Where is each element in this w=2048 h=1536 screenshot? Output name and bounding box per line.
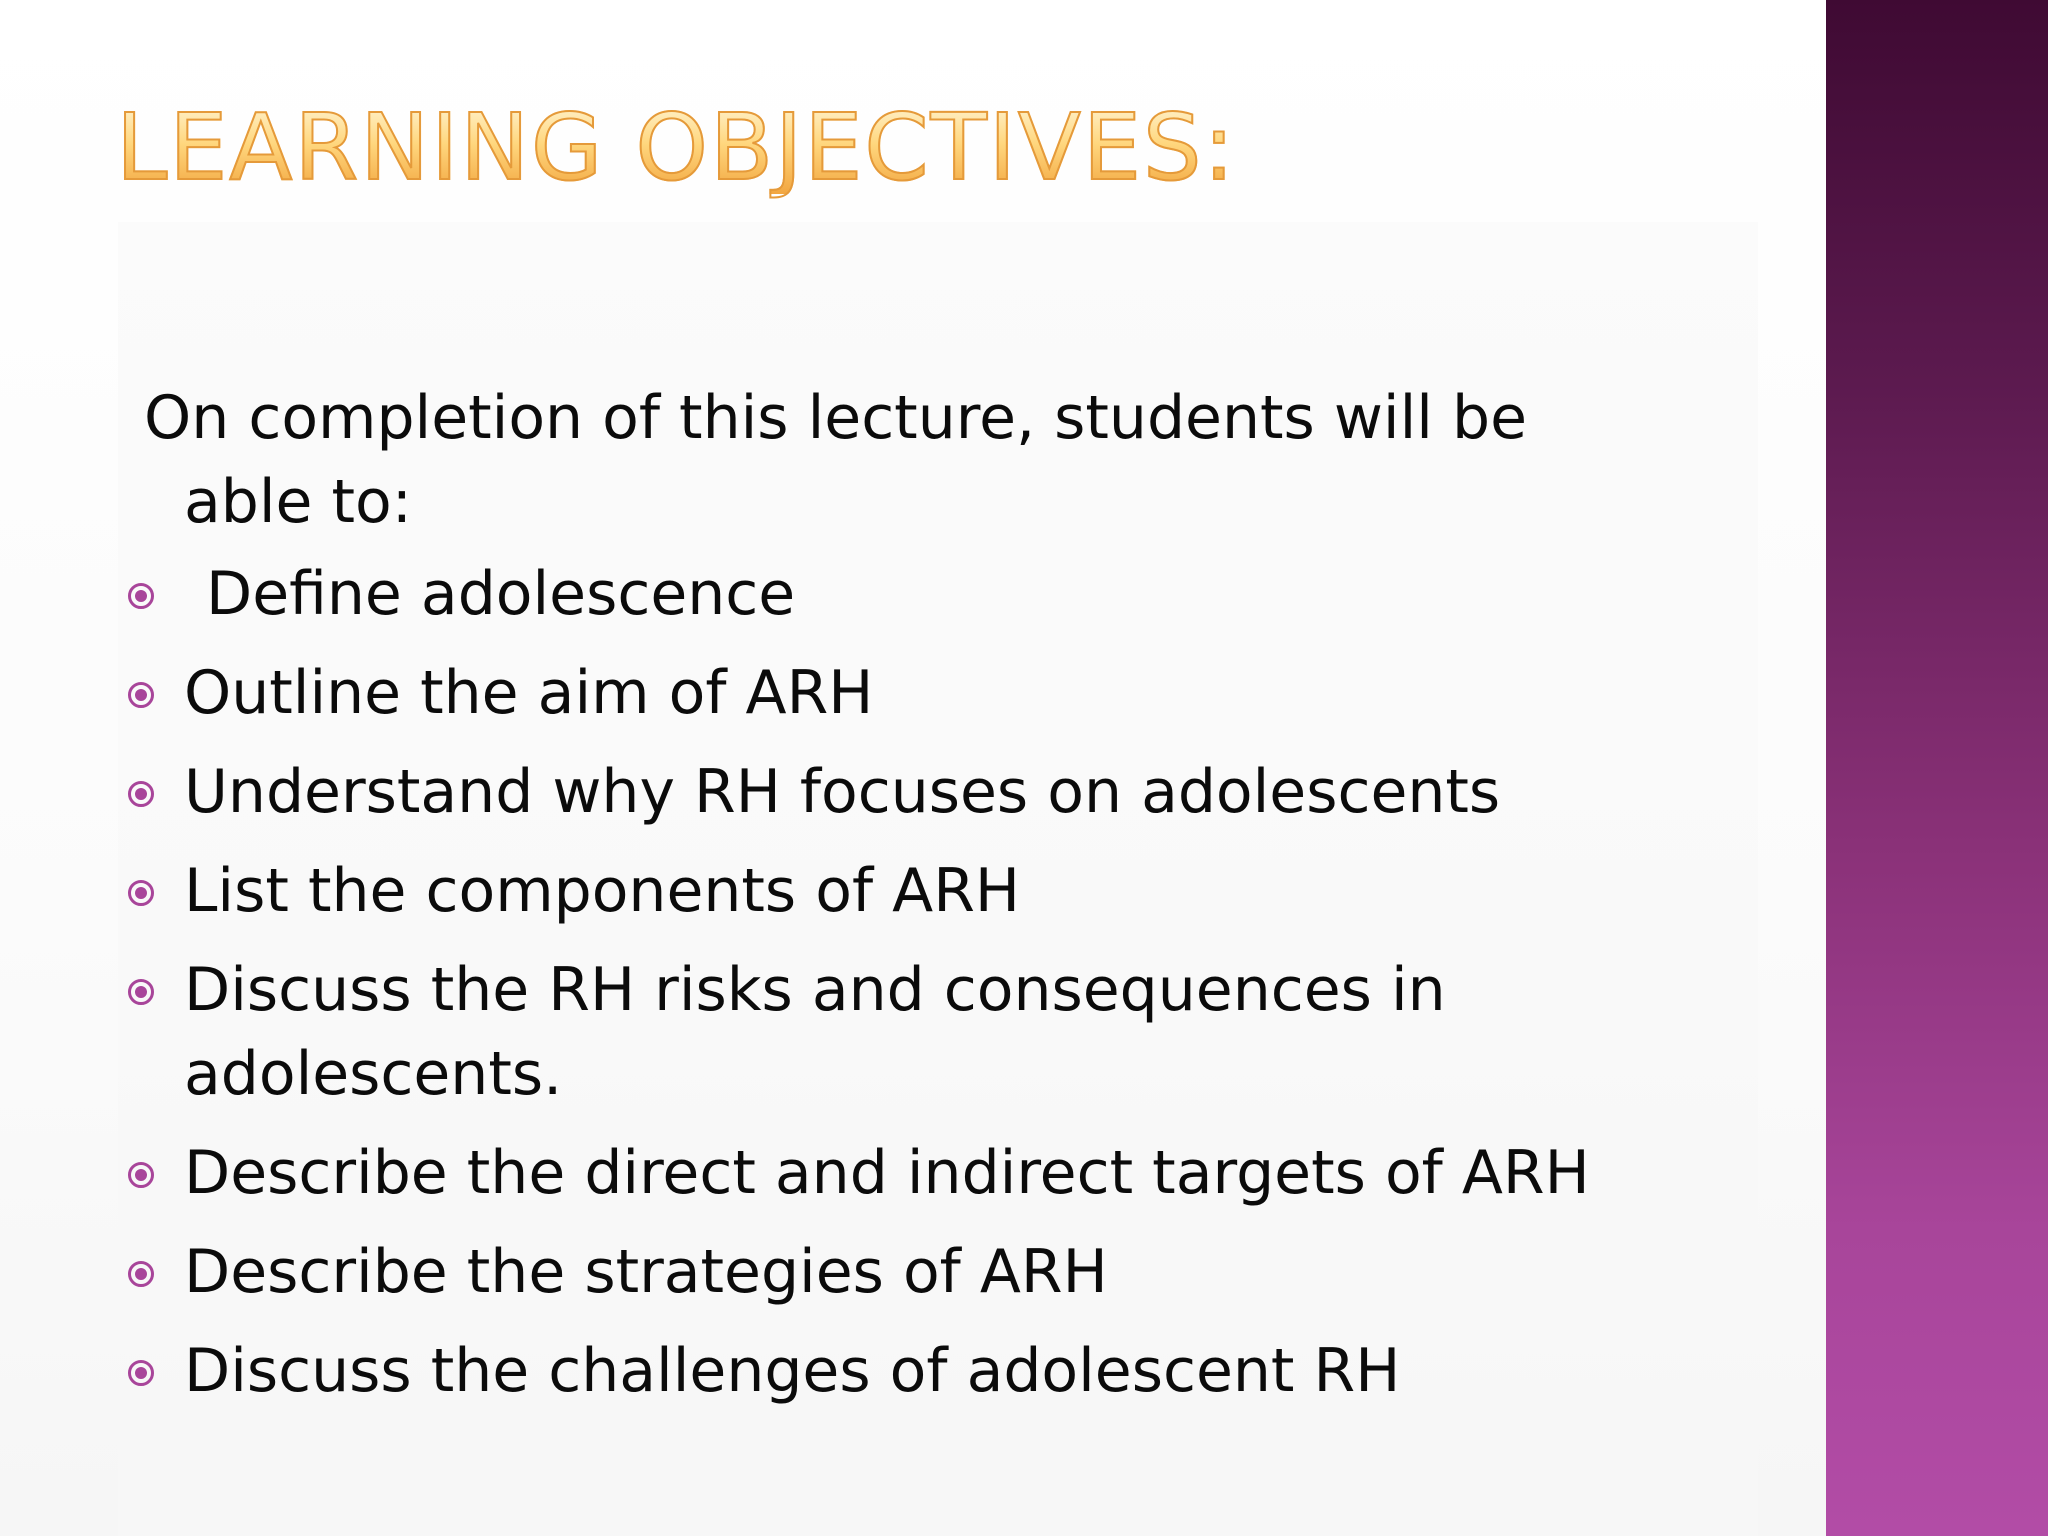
objectives-list: [122, 552, 1722, 1428]
radio-dot-icon: [127, 1260, 155, 1288]
objective-text: Describe the direct and indirect targets of ARH: [184, 1138, 1590, 1208]
radio-dot-icon: [127, 582, 155, 610]
list-item: [122, 552, 1722, 636]
objective-text: List the components of ARH: [184, 856, 1021, 926]
radio-dot-icon: [127, 978, 155, 1006]
list-item: [122, 948, 1722, 1116]
objective-text: Outline the aim of ARH: [184, 658, 874, 728]
objective-text: Describe the strategies of ARH: [184, 1237, 1108, 1307]
objective-text: Define adolescence: [206, 559, 796, 629]
decorative-side-band: [1826, 0, 2048, 1536]
objective-text: Discuss the challenges of adolescent RH: [184, 1336, 1401, 1406]
list-item: [122, 1131, 1722, 1215]
radio-dot-icon: [127, 681, 155, 709]
radio-dot-icon: [127, 1161, 155, 1189]
radio-dot-icon: [127, 780, 155, 808]
objective-text: Discuss the RH risks and consequences in adolescents.: [184, 955, 1446, 1109]
intro-line-1: On completion of this lecture, students will be: [144, 383, 1527, 453]
radio-dot-icon: [127, 879, 155, 907]
list-item: [122, 849, 1722, 933]
intro-line-2: able to:: [184, 467, 412, 537]
list-item: [122, 750, 1722, 834]
objective-text: Understand why RH focuses on adolescents: [184, 757, 1501, 827]
list-item: [122, 651, 1722, 735]
intro-text: [144, 376, 1664, 544]
radio-dot-icon: [127, 1359, 155, 1387]
slide-title: LEARNING OBJECTIVES:: [116, 94, 1237, 201]
list-item: [122, 1230, 1722, 1314]
list-item: [122, 1329, 1722, 1413]
